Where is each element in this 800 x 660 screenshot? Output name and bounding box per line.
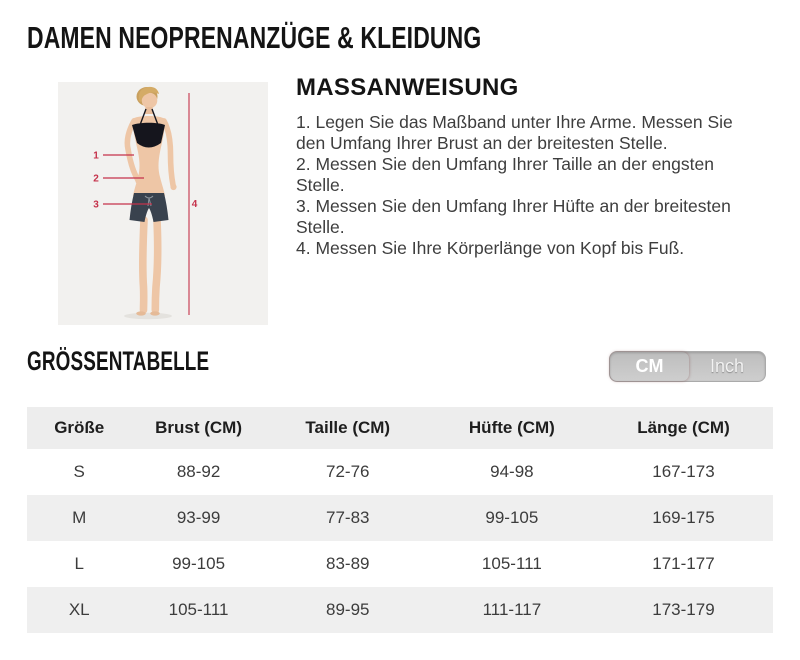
unit-toggle bbox=[609, 351, 766, 382]
instruction-item-4: 4. Messen Sie Ihre Körperlänge von Kopf bis Fuß. bbox=[296, 238, 685, 258]
left-leg bbox=[143, 220, 144, 310]
table-cell: 111-117 bbox=[482, 600, 542, 619]
page-title: DAMEN NEOPRENANZÜGE & KLEIDUNG bbox=[27, 20, 482, 55]
marker-label-2: 2 bbox=[93, 173, 99, 185]
marker-label-1: 1 bbox=[93, 150, 99, 162]
table-cell: L bbox=[74, 554, 84, 573]
right-leg bbox=[155, 220, 157, 310]
instruction-item-1: 1. Legen Sie das Maßband unter Ihre Arme. Messen Sie den Umfang Ihrer Brust an der breitesten Stelle. bbox=[296, 112, 733, 153]
table-cell: 93-99 bbox=[176, 508, 221, 527]
cm-toggle-button[interactable]: CM bbox=[610, 352, 689, 381]
table-cell: S bbox=[73, 462, 85, 481]
table-cell: 72-76 bbox=[326, 462, 370, 481]
table-cell: 171-177 bbox=[652, 554, 715, 573]
instruction-item-3: 3. Messen Sie den Umfang Ihrer Hüfte an der breitesten Stelle. bbox=[296, 196, 731, 237]
measure-instructions-section bbox=[296, 74, 748, 259]
table-cell: 89-95 bbox=[326, 600, 370, 619]
column-header-hip: Hüfte (CM) bbox=[468, 418, 555, 437]
table-cell: 99-105 bbox=[172, 554, 226, 573]
marker-label-3: 3 bbox=[93, 199, 99, 211]
table-cell: 94-98 bbox=[490, 462, 534, 481]
table-row-l bbox=[27, 541, 773, 587]
column-header-length: Länge (CM) bbox=[637, 418, 730, 437]
measurement-figure bbox=[58, 82, 268, 325]
table-row-s bbox=[27, 449, 773, 495]
marker-label-4: 4 bbox=[191, 199, 198, 210]
instructions-heading: MASSANWEISUNG bbox=[296, 74, 519, 101]
inch-toggle-button[interactable]: Inch bbox=[689, 352, 765, 381]
table-cell: 173-179 bbox=[652, 600, 715, 619]
column-header-size: Größe bbox=[54, 418, 105, 437]
model-illustration bbox=[58, 82, 268, 325]
table-cell: 167-173 bbox=[652, 462, 715, 481]
table-cell: 169-175 bbox=[652, 508, 715, 527]
table-cell: XL bbox=[68, 600, 90, 619]
size-table bbox=[27, 407, 773, 633]
column-header-waist: Taille (CM) bbox=[305, 418, 391, 437]
table-cell: M bbox=[72, 508, 87, 527]
floor-shadow bbox=[124, 313, 172, 319]
column-header-bust: Brust (CM) bbox=[155, 418, 243, 437]
table-cell: 99-105 bbox=[485, 508, 539, 527]
table-header-row bbox=[27, 407, 773, 449]
table-row-xl bbox=[27, 587, 773, 633]
table-cell: 83-89 bbox=[326, 554, 370, 573]
size-chart-heading: GRÖSSENTABELLE bbox=[27, 346, 210, 376]
table-row-m bbox=[27, 495, 773, 541]
table-cell: 105-111 bbox=[481, 554, 542, 573]
instruction-item-2: 2. Messen Sie den Umfang Ihrer Taille an der engsten Stelle. bbox=[296, 154, 714, 195]
table-cell: 77-83 bbox=[326, 508, 370, 527]
table-cell: 105-111 bbox=[168, 600, 229, 619]
table-cell: 88-92 bbox=[176, 462, 221, 481]
